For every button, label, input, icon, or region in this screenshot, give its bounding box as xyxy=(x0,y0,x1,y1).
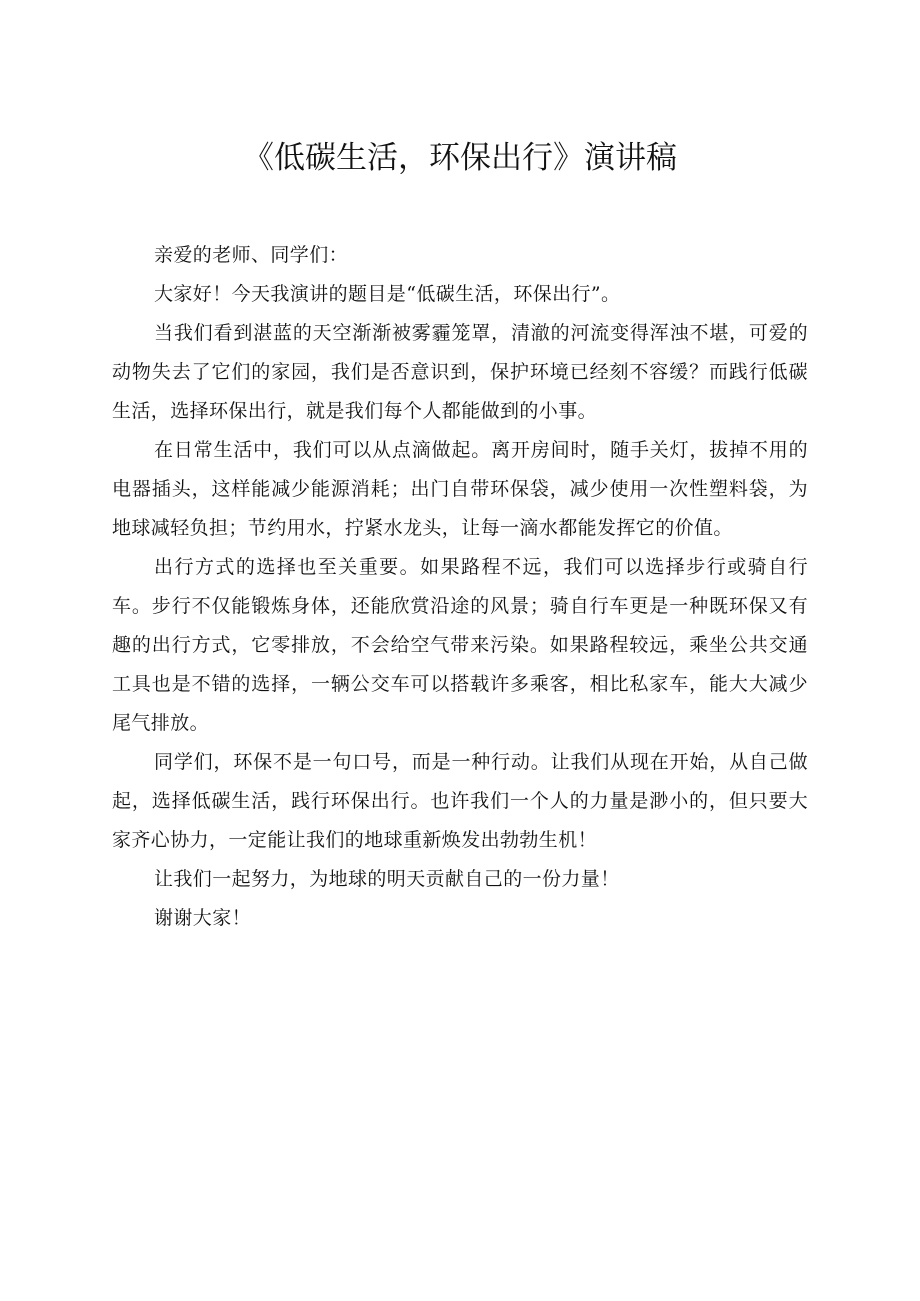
paragraph-greeting: 亲爱的老师、同学们： xyxy=(154,244,349,266)
paragraph-intro: 大家好！今天我演讲的题目是“低碳生活，环保出行”。 xyxy=(154,283,621,305)
document-title: 《低碳生活，环保出行》演讲稿 xyxy=(243,140,677,176)
paragraph-travel: 出行方式的选择也至关重要。如果路程不远，我们可以选择步行或骑自行车。步行不仅能锻炼身体，还能欣赏沿途的风景；骑自行车更是一种既环保又有趣的出行方式，它零排放，不会给空气带来污染。如果路程较远，乘坐公共交通工具也是不错的选择，一辆公交车可以搭载许多乘客，相比私家车，能大大减少尾气排放。 xyxy=(112,556,808,734)
paragraph-daily-life: 在日常生活中，我们可以从点滴做起。离开房间时，随手关灯，拔掉不用的电器插头，这样能减少能源消耗；出门自带环保袋，减少使用一次性塑料袋，为地球减轻负担；节约用水，拧紧水龙头，让每一滴水都能发挥它的价值。 xyxy=(112,439,808,539)
document-body xyxy=(112,236,808,938)
paragraph-closing: 让我们一起努力，为地球的明天贡献自己的一份力量！ xyxy=(154,868,620,890)
paragraph-thanks: 谢谢大家！ xyxy=(154,907,252,929)
paragraph-call-to-action: 同学们，环保不是一句口号，而是一种行动。让我们从现在开始，从自己做起，选择低碳生活，践行环保出行。也许我们一个人的力量是渺小的，但只要大家齐心协力，一定能让我们的地球重新焕发出勃勃生机！ xyxy=(112,751,808,851)
paragraph-environment: 当我们看到湛蓝的天空渐渐被雾霾笼罩，清澈的河流变得浑浊不堪，可爱的动物失去了它们的家园，我们是否意识到，保护环境已经刻不容缓？而践行低碳生活，选择环保出行，就是我们每个人都能做到的小事。 xyxy=(112,322,808,422)
